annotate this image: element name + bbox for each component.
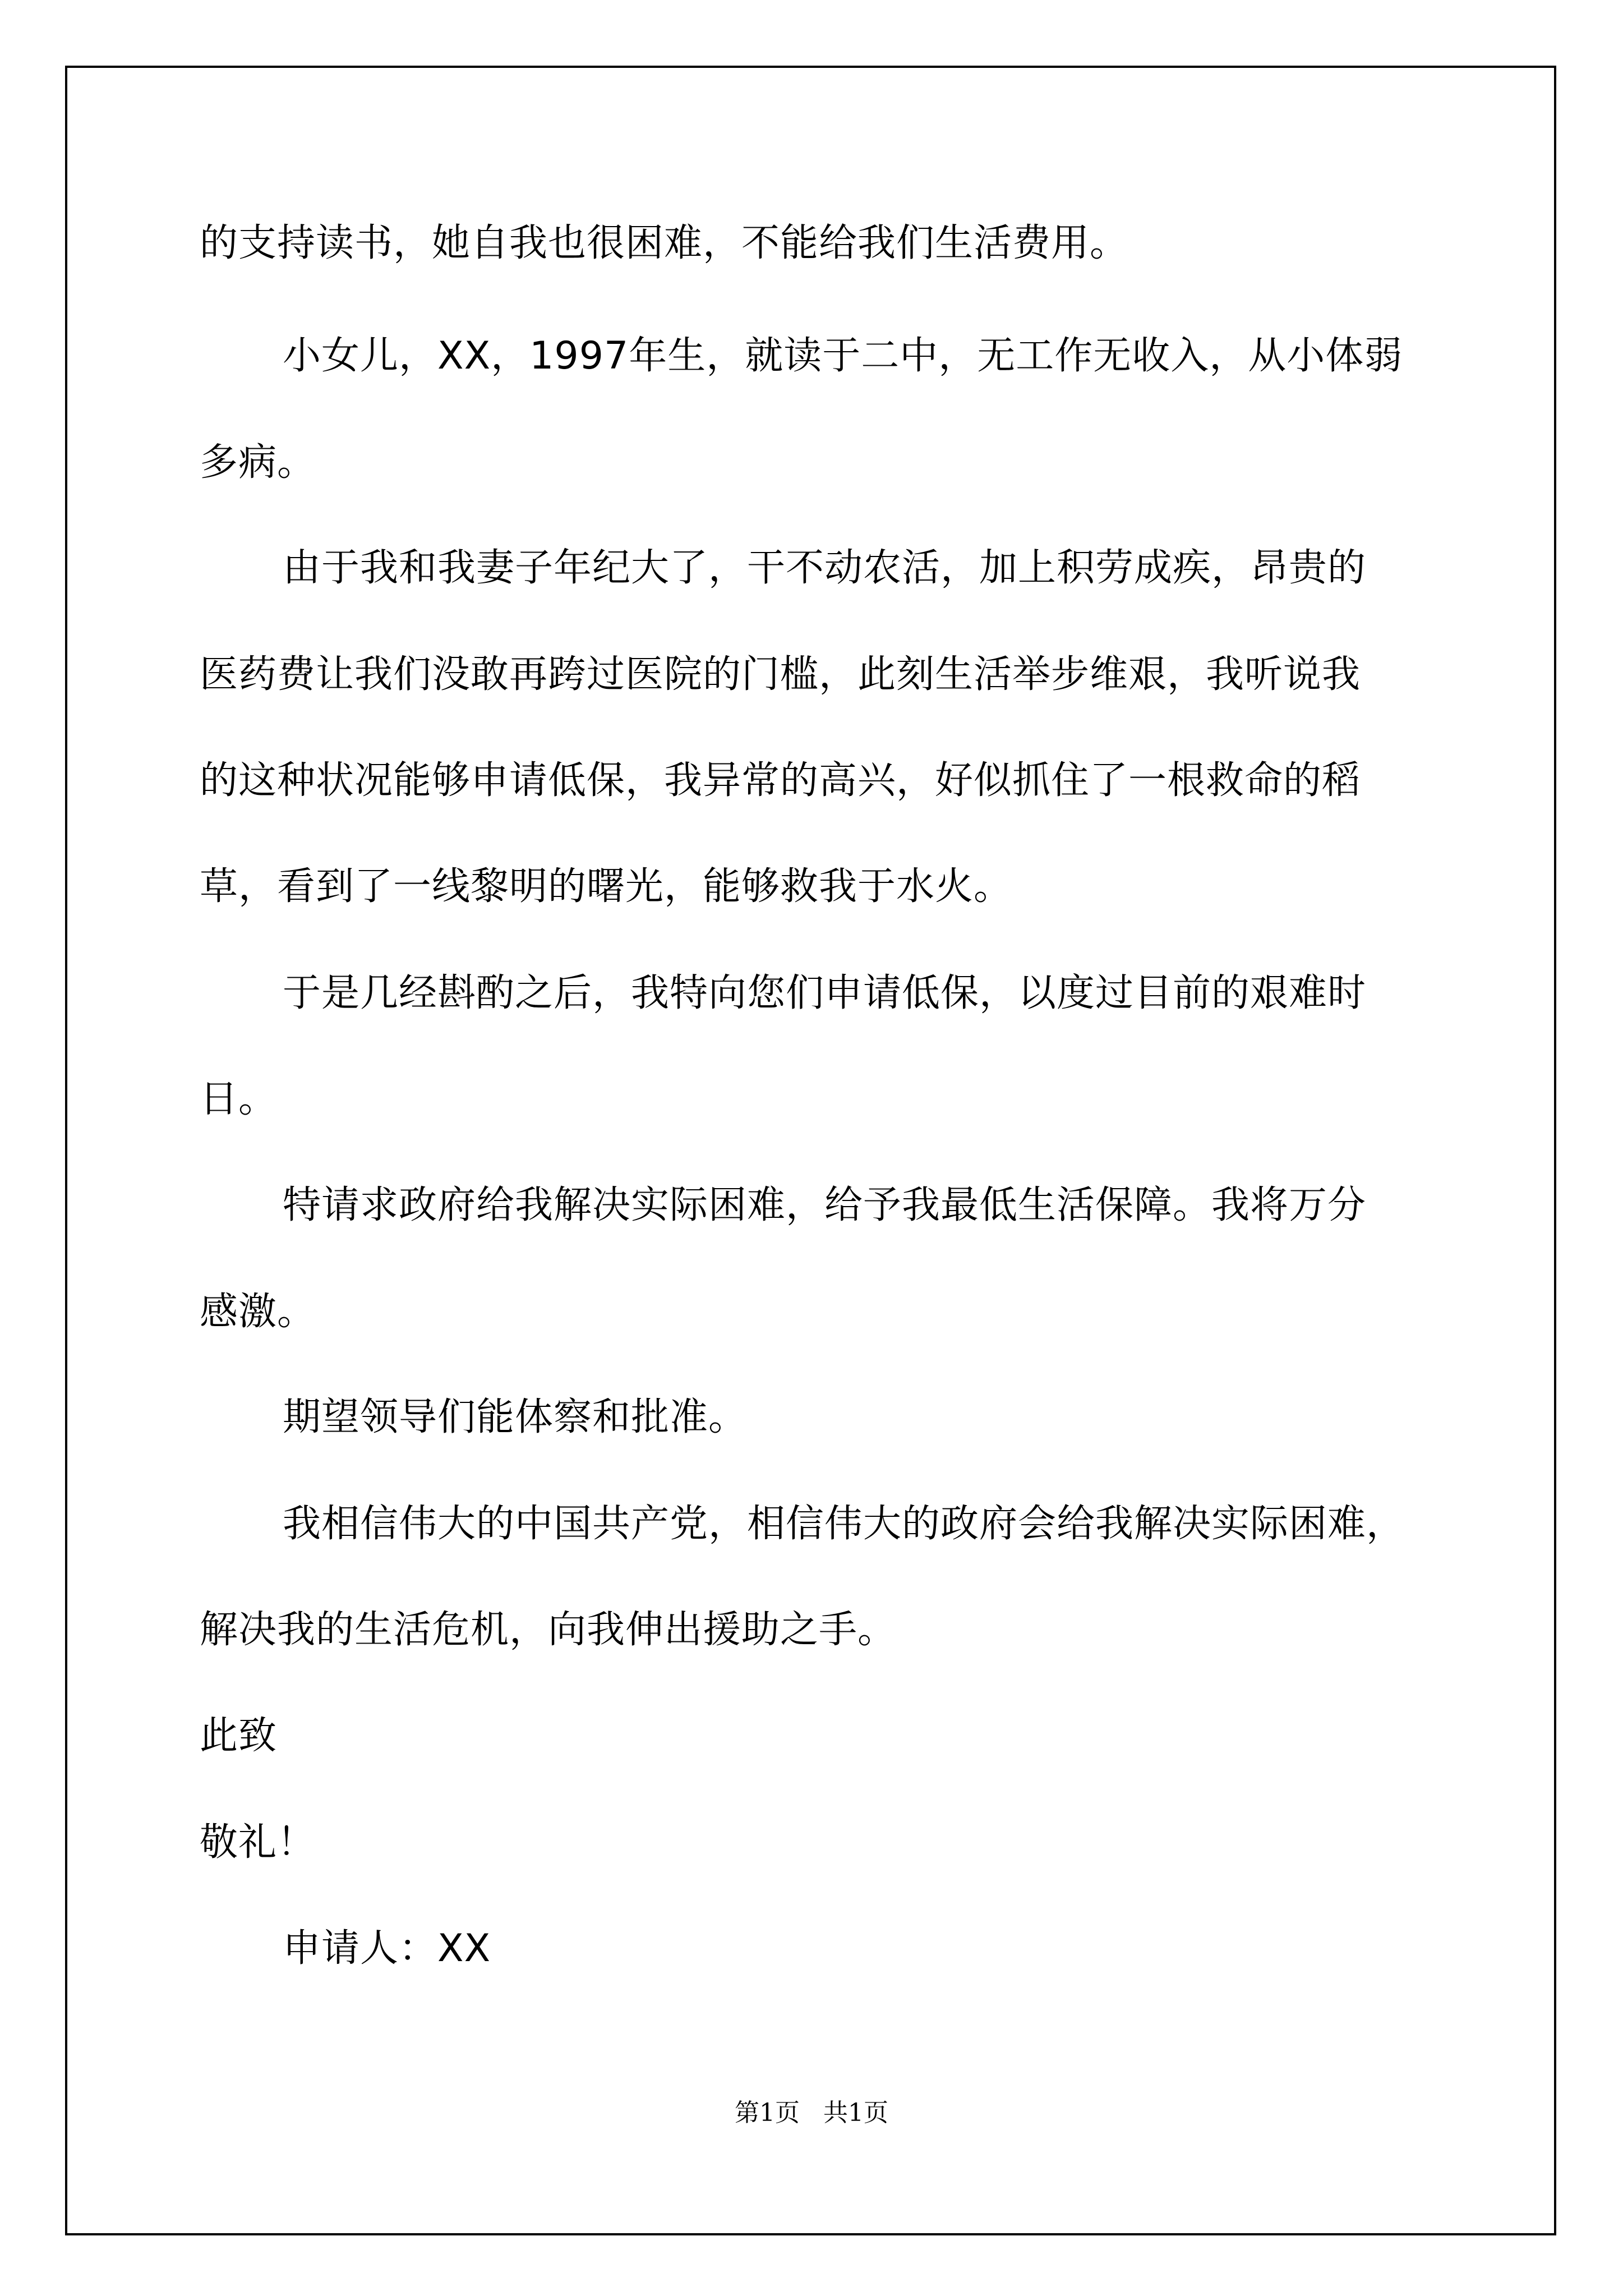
- page-footer: 第1页 共1页: [735, 2099, 888, 2127]
- text-line: 此致: [200, 1714, 278, 1758]
- text-line: 多病。: [200, 440, 316, 485]
- text-line: 解决我的生活危机，向我伸出援助之手。: [200, 1608, 897, 1652]
- signature-line: 申请人：XX: [283, 1926, 491, 1971]
- text-line: 感激。: [200, 1290, 316, 1334]
- text-line: 我相信伟大的中国共产党，相信伟大的政府会给我解决实际困难，: [283, 1502, 1405, 1546]
- page-border: [65, 66, 1556, 2235]
- text-line: 小女儿，XX，1997年生，就读于二中，无工作无收入，从小体弱: [283, 334, 1403, 378]
- text-line: 的这种状况能够申请低保，我异常的高兴，好似抓住了一根救命的稻: [200, 758, 1361, 803]
- text-line: 敬礼！: [200, 1820, 316, 1865]
- text-line: 的支持读书，她自我也很困难，不能给我们生活费用。: [200, 221, 1129, 265]
- text-line: 日。: [200, 1077, 278, 1121]
- text-line: 特请求政府给我解决实际困难，给予我最低生活保障。我将万分: [283, 1183, 1367, 1227]
- text-line: 于是几经斟酌之后，我特向您们申请低保，以度过目前的艰难时: [283, 971, 1367, 1015]
- text-line: 由于我和我妻子年纪大了，干不动农活，加上积劳成疾，昂贵的: [283, 546, 1367, 590]
- text-line: 草，看到了一线黎明的曙光，能够救我于水火。: [200, 864, 1013, 909]
- text-line: 医药费让我们没敢再跨过医院的门槛，此刻生活举步维艰，我听说我: [200, 652, 1361, 697]
- text-line: 期望领导们能体察和批准。: [283, 1395, 748, 1439]
